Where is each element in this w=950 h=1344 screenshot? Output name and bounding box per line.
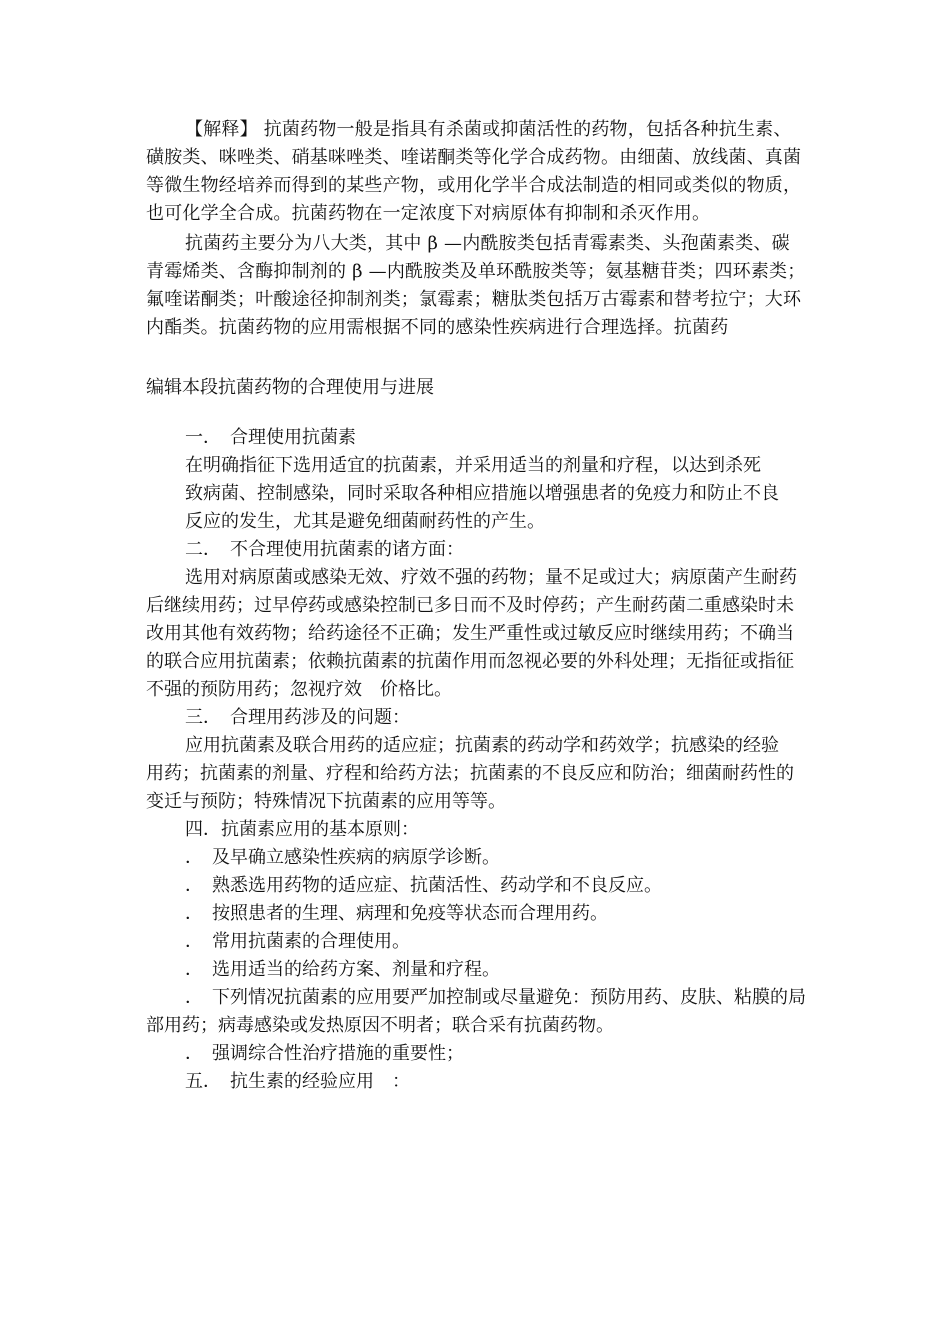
heading-empirical-use: 五． 抗生素的经验应用 ：	[185, 1071, 410, 1092]
paragraph-rational-use-3: 反应的发生，尤其是避免细菌耐药性的产生。	[185, 511, 545, 532]
paragraph-issues: 应用抗菌素及联合用药的适应症；抗菌素的药动学和药效学；抗感染的经验 用药；抗菌素的剂量、疗程和给药方法；抗菌素的不良反应和防治；细菌耐药性的变迁与预防；特殊情况下抗菌素的应用等等。	[146, 735, 797, 812]
paragraph-classification: 抗菌药主要分为八大类，其中 β —内酰胺类包括青霉素类、头孢菌素类、碳青霉烯类、含酶抑制剂的 β —内酰胺类及单环酰胺类等；氨基糖苷类；四环素类；氟喹诺酮类；叶酸途径抑制剂类；氯霉素；糖肽类包括万古霉素和替考拉宁；大环内酯类。抗菌药物的应用需根据不同的感染性疾病进行合理选择。抗菌药	[146, 233, 806, 338]
principle-item: ． 强调综合性治疗措施的重要性；	[185, 1043, 464, 1064]
heading-issues: 三． 合理用药涉及的问题：	[185, 707, 410, 728]
principle-item: ． 常用抗菌素的合理使用。	[185, 931, 410, 952]
section-heading: 编辑本段抗菌药物的合理使用与进展	[146, 377, 434, 398]
heading-rational-use: 一． 合理使用抗菌素	[185, 427, 356, 448]
paragraph-irrational-use: 选用对病原菌或感染无效、疗效不强的药物；量不足或过大；病原菌产生耐药后继续用药；过早停药或感染控制已多日而不及时停药；产生耐药菌二重感染时未改用其他有效药物；给药途径不正确；发生严重性或过敏反应时继续用药；不确当的联合应用抗菌素；依赖抗菌素的抗菌作用而忽视必要的外科处理；无指征或指征不强的预防用药；忽视疗效 价格比。	[146, 567, 797, 700]
paragraph-rational-use-1: 在明确指征下选用适宜的抗菌素，并采用适当的剂量和疗程，以达到杀死	[185, 455, 761, 476]
principle-item: ． 按照患者的生理、病理和免疫等状态而合理用药。	[185, 903, 608, 924]
heading-irrational-use: 二． 不合理使用抗菌素的诸方面：	[185, 539, 464, 560]
paragraph-definition: 【解释】 抗菌药物一般是指具有杀菌或抑菌活性的药物，包括各种抗生素、磺胺类、咪唑类、硝基咪唑类、喹诺酮类等化学合成药物。由细菌、放线菌、真菌等微生物经培养而得到的某些产物，或用化学半合成法制造的相同或类似的物质，也可化学全合成。抗菌药物在一定浓度下对病原体有抑制和杀灭作用。	[146, 119, 802, 224]
heading-principles: 四．抗菌素应用的基本原则：	[185, 819, 419, 840]
principle-item: ． 下列情况抗菌素的应用要严加控制或尽量避免：预防用药、皮肤、粘膜的局部用药；病毒感染或发热原因不明者；联合采有抗菌药物。	[146, 987, 806, 1036]
principle-item: ． 及早确立感染性疾病的病原学诊断。	[185, 847, 500, 868]
paragraph-rational-use-2: 致病菌、控制感染，同时采取各种相应措施以增强患者的免疫力和防止不良	[185, 483, 779, 504]
document-body	[146, 116, 808, 1096]
principle-item: ． 选用适当的给药方案、剂量和疗程。	[185, 959, 500, 980]
principle-item: ． 熟悉选用药物的适应症、抗菌活性、药动学和不良反应。	[185, 875, 662, 896]
